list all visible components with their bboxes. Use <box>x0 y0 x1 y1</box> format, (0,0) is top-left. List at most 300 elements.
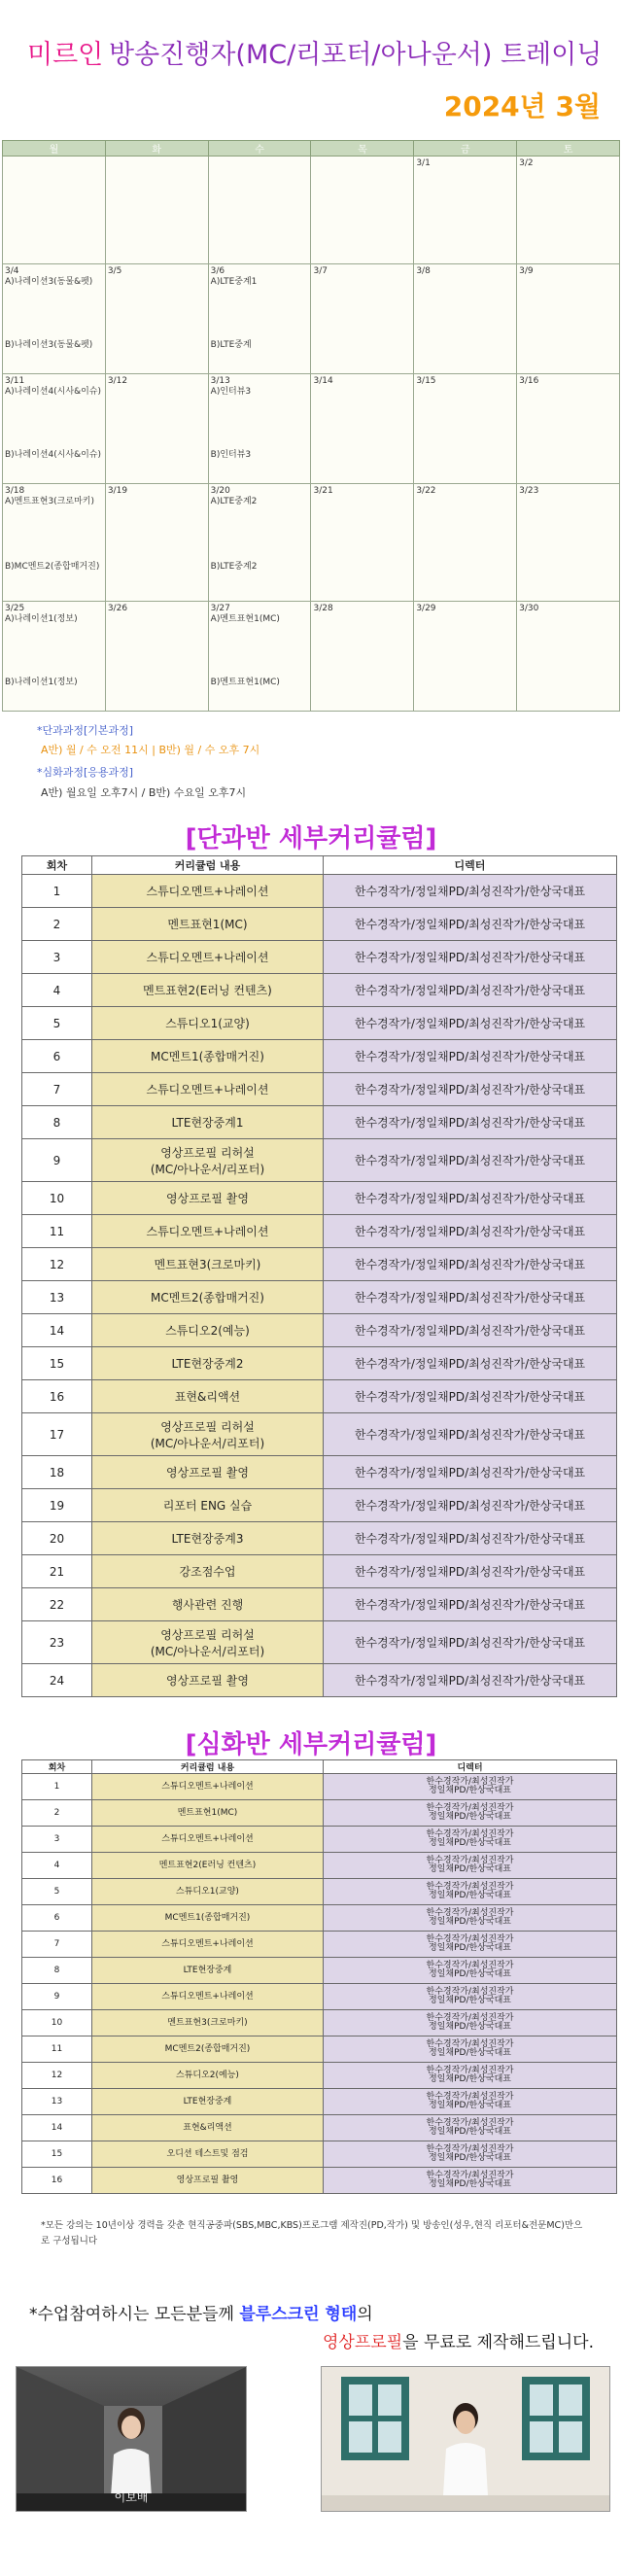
calendar-day-cell <box>208 374 311 484</box>
curriculum-content <box>92 1853 324 1879</box>
table-row <box>22 2141 617 2168</box>
director-names <box>324 1040 617 1073</box>
session-number-text: 16 <box>49 1389 65 1404</box>
director-names <box>324 1621 617 1664</box>
curriculum-content <box>92 2036 324 2063</box>
session-number-text: 20 <box>49 1531 65 1546</box>
table-row <box>22 974 617 1007</box>
session-number <box>22 1182 92 1215</box>
curriculum-content-text: 스튜디오멘트+나레이션 <box>146 1225 269 1238</box>
calendar-day-cell <box>414 157 517 264</box>
basic-course-schedule: A반) 월 / 수 오전 11시 | B반) 월 / 수 오후 7시 <box>41 744 260 756</box>
advanced-curriculum-table <box>21 1759 617 2194</box>
table-row <box>22 1774 617 1800</box>
session-number <box>22 908 92 941</box>
director-names <box>324 2036 617 2063</box>
promo-red: 영상프로필 <box>323 2333 403 2352</box>
session-number-text: 3 <box>53 1833 60 1844</box>
session-number-text: 11 <box>49 1224 65 1238</box>
table-row <box>22 1905 617 1932</box>
basic-curriculum-title: [단과반 세부커리큘럼] <box>185 824 437 853</box>
curriculum-content-text: 행사관련 진행 <box>171 1598 244 1612</box>
calendar-day-cell <box>414 374 517 484</box>
director-names-text: 한수경작가/정일채PD/최성진작가/한상국대표 <box>354 1258 586 1271</box>
calendar-date: 3/23 <box>519 486 539 496</box>
session-number <box>22 1248 92 1281</box>
calendar-weekday-row <box>3 141 620 157</box>
curriculum-content <box>92 1905 324 1932</box>
calendar-date: 3/25 <box>5 604 25 613</box>
table-row <box>22 1958 617 1984</box>
calendar-date: 3/22 <box>416 486 436 496</box>
curriculum-content-text: 표현&리액션 <box>183 2122 232 2133</box>
session-number-text: 14 <box>49 1323 65 1338</box>
table-row <box>22 1853 617 1879</box>
schedule-calendar <box>2 140 620 712</box>
director-names <box>324 1347 617 1380</box>
table-header-row <box>22 856 617 875</box>
table-header-row <box>22 1760 617 1774</box>
director-names <box>324 1958 617 1984</box>
table-row <box>22 1522 617 1555</box>
director-names <box>324 2010 617 2036</box>
director-names <box>324 2063 617 2089</box>
table-row <box>22 1314 617 1347</box>
calendar-day-cell <box>517 484 620 602</box>
calendar-date: 3/5 <box>107 266 122 276</box>
director-names-text: 한수경작가/정일채PD/최성진작가/한상국대표 <box>354 1324 586 1338</box>
session-number <box>22 2168 92 2194</box>
director-names-text: 한수경작가/정일채PD/최성진작가/한상국대표 <box>354 1466 586 1479</box>
curriculum-content-text: 오디션 테스트및 점검 <box>166 2148 249 2159</box>
curriculum-content-text: 스튜디오멘트+나레이션 <box>161 1781 254 1792</box>
calendar-date: 3/4 <box>5 266 19 276</box>
director-names-text: 한수경작가/정일채PD/최성진작가/한상국대표 <box>354 951 586 964</box>
table-row <box>22 2089 617 2115</box>
promo-lead: *수업참여하시는 모든분들께 <box>29 2305 240 2324</box>
class-a-entry: A)나레이션1(정보) <box>5 614 78 624</box>
calendar-date: 3/1 <box>416 158 431 168</box>
calendar-date: 3/21 <box>313 486 333 496</box>
calendar-day-cell <box>414 264 517 374</box>
calendar-week-row <box>3 602 620 712</box>
curriculum-content-text: MC멘트1(종합매거진) <box>151 1050 264 1063</box>
curriculum-content <box>92 875 324 908</box>
calendar-day-cell <box>208 157 311 264</box>
session-number <box>22 1139 92 1182</box>
weekday-header: 금 <box>414 141 517 157</box>
director-names-text: 한수경작가/정일채PD/최성진작가/한상국대표 <box>354 1083 586 1097</box>
director-names-text: 한수경작가/최성진작가 정일채PD/한상국대표 <box>426 1987 514 2005</box>
curriculum-content <box>92 1879 324 1905</box>
session-number-text: 1 <box>53 1781 60 1792</box>
promo-line-1 <box>29 2300 373 2324</box>
session-number-text: 5 <box>53 1886 60 1897</box>
calendar-date: 3/18 <box>5 486 25 496</box>
curriculum-content-text: 리포터 ENG 실습 <box>162 1499 253 1513</box>
promo-mid: 의 <box>357 2305 373 2324</box>
table-row <box>22 1984 617 2010</box>
director-names-text: 한수경작가/정일채PD/최성진작가/한상국대표 <box>354 1636 586 1650</box>
director-names <box>324 1800 617 1827</box>
director-names-text: 한수경작가/정일채PD/최성진작가/한상국대표 <box>354 1192 586 1205</box>
curriculum-content <box>92 1827 324 1853</box>
studio-photo-left <box>16 2366 247 2512</box>
curriculum-content-text: 멘트표현1(MC) <box>167 918 248 931</box>
advanced-course-schedule: A반) 월요일 오후7시 / B반) 수요일 오후7시 <box>41 786 247 799</box>
calendar-date: 3/16 <box>519 376 539 386</box>
table-row <box>22 1380 617 1413</box>
class-a-entry: A)멘트표현1(MC) <box>210 614 280 624</box>
session-number <box>22 1413 92 1456</box>
curriculum-content-text: 스튜디오멘트+나레이션 <box>161 1938 254 1949</box>
director-names <box>324 1905 617 1932</box>
session-number-text: 12 <box>49 1257 65 1271</box>
director-names-text: 한수경작가/최성진작가 정일채PD/한상국대표 <box>426 1934 514 1953</box>
session-number <box>22 1073 92 1106</box>
curriculum-content <box>92 908 324 941</box>
session-number <box>22 2036 92 2063</box>
table-row <box>22 2036 617 2063</box>
curriculum-content-text: 스튜디오2(예능) <box>165 1324 250 1338</box>
curriculum-content <box>92 1555 324 1588</box>
session-number-text: 18 <box>49 1465 65 1479</box>
session-number <box>22 1215 92 1248</box>
director-names-text: 한수경작가/정일채PD/최성진작가/한상국대표 <box>354 1291 586 1305</box>
table-row <box>22 1248 617 1281</box>
session-number-text: 19 <box>49 1498 65 1513</box>
curriculum-content-text: MC멘트2(종합매거진) <box>164 2043 251 2054</box>
promo-line-2 <box>323 2328 594 2352</box>
director-names-text: 한수경작가/정일채PD/최성진작가/한상국대표 <box>354 1565 586 1579</box>
basic-curriculum-table <box>21 855 617 1697</box>
curriculum-content-text: 스튜디오1(교양) <box>176 1886 239 1897</box>
session-number-text: 3 <box>52 950 61 964</box>
curriculum-content <box>92 2089 324 2115</box>
table-row <box>22 1932 617 1958</box>
session-number <box>22 1522 92 1555</box>
director-names <box>324 1522 617 1555</box>
session-number-text: 9 <box>53 1991 60 2002</box>
curriculum-content <box>92 1347 324 1380</box>
session-number <box>22 1555 92 1588</box>
calendar-date: 3/2 <box>519 158 534 168</box>
session-number-text: 12 <box>51 2070 63 2080</box>
calendar-day-cell <box>208 264 311 374</box>
director-names <box>324 1664 617 1697</box>
director-names-text: 한수경작가/최성진작가 정일채PD/한상국대표 <box>426 2144 514 2163</box>
month-title: 2024년 3월 <box>443 90 601 122</box>
class-b-entry: B)LTE중계 <box>210 340 252 350</box>
curriculum-content <box>92 1040 324 1073</box>
table-row <box>22 1215 617 1248</box>
table-row <box>22 908 617 941</box>
session-number <box>22 974 92 1007</box>
table-row <box>22 1413 617 1456</box>
director-names <box>324 1456 617 1489</box>
class-b-entry: B)인터뷰3 <box>210 450 252 460</box>
session-number <box>22 1800 92 1827</box>
table-row <box>22 1555 617 1588</box>
table-row <box>22 1040 617 1073</box>
table-row <box>22 2063 617 2089</box>
calendar-day-cell <box>105 157 208 264</box>
calendar-day-cell <box>105 484 208 602</box>
table-row <box>22 1588 617 1621</box>
curriculum-content <box>92 1774 324 1800</box>
weekday-header: 토 <box>517 141 620 157</box>
session-number-text: 7 <box>52 1082 61 1097</box>
session-number-text: 8 <box>53 1965 60 1975</box>
weekday-header: 수 <box>208 141 311 157</box>
director-names <box>324 1932 617 1958</box>
session-number-text: 11 <box>51 2043 63 2054</box>
promo-highlight: 블루스크린 형태 <box>239 2305 358 2324</box>
table-row <box>22 2168 617 2194</box>
col-header-session: 회차 <box>22 856 92 875</box>
director-names <box>324 1774 617 1800</box>
session-number-text: 15 <box>49 1356 65 1371</box>
calendar-week-row <box>3 157 620 264</box>
calendar-day-cell <box>311 264 414 374</box>
calendar-week-row <box>3 264 620 374</box>
class-a-entry: A)나레이션4(시사&이슈) <box>5 387 101 397</box>
director-names-text: 한수경작가/최성진작가 정일채PD/한상국대표 <box>426 2039 514 2058</box>
director-names-text: 한수경작가/최성진작가 정일채PD/한상국대표 <box>426 1803 514 1822</box>
calendar-week-row <box>3 374 620 484</box>
class-a-entry: A)멘트표현3(크로마키) <box>5 497 94 506</box>
basic-course-label: *단과과정[기본과정] <box>37 724 134 737</box>
director-names <box>324 2168 617 2194</box>
calendar-date: 3/13 <box>210 376 230 386</box>
calendar-date: 3/15 <box>416 376 436 386</box>
calendar-day-cell <box>3 157 106 264</box>
curriculum-content <box>92 1456 324 1489</box>
table-row <box>22 941 617 974</box>
session-number-text: 13 <box>49 1290 65 1305</box>
class-b-entry: B)멘트표현1(MC) <box>210 678 280 687</box>
director-names-text: 한수경작가/정일채PD/최성진작가/한상국대표 <box>354 1390 586 1404</box>
session-number-text: 6 <box>52 1049 61 1063</box>
session-number-text: 15 <box>51 2148 63 2159</box>
calendar-date: 3/19 <box>107 486 128 496</box>
table-row <box>22 1621 617 1664</box>
curriculum-content <box>92 2063 324 2089</box>
session-number-text: 24 <box>49 1673 65 1688</box>
curriculum-content-text: 영상프로필 리허설 (MC/아나운서/리포터) <box>150 1627 265 1658</box>
session-number-text: 5 <box>52 1016 61 1030</box>
director-names-text: 한수경작가/최성진작가 정일채PD/한상국대표 <box>426 1882 514 1900</box>
director-names-text: 한수경작가/최성진작가 정일채PD/한상국대표 <box>426 1829 514 1848</box>
director-names <box>324 1984 617 2010</box>
director-names <box>324 1281 617 1314</box>
session-number <box>22 1281 92 1314</box>
calendar-day-cell <box>517 602 620 712</box>
session-number <box>22 1853 92 1879</box>
director-names <box>324 1314 617 1347</box>
class-b-entry: B)LTE중계2 <box>210 562 258 572</box>
director-names-text: 한수경작가/정일채PD/최성진작가/한상국대표 <box>354 1357 586 1371</box>
calendar-date: 3/30 <box>519 604 539 613</box>
calendar-day-cell <box>105 602 208 712</box>
session-number <box>22 1007 92 1040</box>
curriculum-content-text: MC멘트1(종합매거진) <box>164 1912 251 1923</box>
curriculum-content <box>92 1073 324 1106</box>
session-number <box>22 1489 92 1522</box>
table-row <box>22 1182 617 1215</box>
calendar-date: 3/29 <box>416 604 436 613</box>
photo-caption-left: 이보배 <box>114 2490 149 2504</box>
session-number <box>22 1621 92 1664</box>
table-row <box>22 2010 617 2036</box>
director-names <box>324 1139 617 1182</box>
session-number <box>22 2010 92 2036</box>
calendar-day-cell <box>3 602 106 712</box>
calendar-date: 3/28 <box>313 604 333 613</box>
col-header-director: 디렉터 <box>324 1760 617 1774</box>
studio-photo-right <box>321 2366 610 2512</box>
director-names <box>324 1879 617 1905</box>
calendar-date: 3/14 <box>313 376 333 386</box>
curriculum-content-text: 스튜디오멘트+나레이션 <box>146 951 269 964</box>
curriculum-content-text: 영상프로필 촬영 <box>166 1466 249 1479</box>
calendar-day-cell <box>311 157 414 264</box>
curriculum-content-text: 강조점수업 <box>179 1565 236 1579</box>
director-names-text: 한수경작가/정일채PD/최성진작가/한상국대표 <box>354 1674 586 1688</box>
curriculum-content-text: 스튜디오2(예능) <box>176 2070 239 2080</box>
calendar-day-cell <box>3 374 106 484</box>
class-a-entry: A)LTE중계1 <box>210 277 258 287</box>
director-names <box>324 1555 617 1588</box>
curriculum-content-text: 멘트표현3(크로마키) <box>167 2017 248 2028</box>
table-row <box>22 1106 617 1139</box>
director-names <box>324 1489 617 1522</box>
director-names <box>324 1853 617 1879</box>
calendar-day-cell <box>3 264 106 374</box>
session-number <box>22 2089 92 2115</box>
curriculum-content <box>92 1182 324 1215</box>
curriculum-content <box>92 2141 324 2168</box>
session-number <box>22 1664 92 1697</box>
calendar-day-cell <box>311 484 414 602</box>
director-names-text: 한수경작가/최성진작가 정일채PD/한상국대표 <box>426 2171 514 2189</box>
curriculum-content-text: LTE현장중계3 <box>171 1532 244 1546</box>
director-names-text: 한수경작가/최성진작가 정일채PD/한상국대표 <box>426 2013 514 2032</box>
curriculum-content-text: 스튜디오멘트+나레이션 <box>161 1833 254 1844</box>
table-row <box>22 1827 617 1853</box>
curriculum-content <box>92 2010 324 2036</box>
director-names <box>324 1073 617 1106</box>
promo-tail: 을 무료로 제작해드립니다. <box>402 2333 594 2352</box>
class-a-entry: A)인터뷰3 <box>210 387 252 397</box>
calendar-day-cell <box>105 374 208 484</box>
session-number <box>22 1879 92 1905</box>
table-row <box>22 1879 617 1905</box>
advanced-curriculum-title: [심화반 세부커리큘럼] <box>185 1730 437 1759</box>
director-names <box>324 1380 617 1413</box>
director-names-text: 한수경작가/최성진작가 정일채PD/한상국대표 <box>426 2092 514 2110</box>
director-names <box>324 1106 617 1139</box>
class-b-entry: B)나레이션4(시사&이슈) <box>5 450 102 460</box>
session-number <box>22 941 92 974</box>
director-names <box>324 941 617 974</box>
curriculum-content-text: MC멘트2(종합매거진) <box>151 1291 264 1305</box>
brand-name: 미르인 <box>27 40 104 70</box>
footnote: *모든 강의는 10년이상 경력을 갖춘 현직공중파(SBS,MBC,KBS)프로그램 제작진(PD,작가) 및 방송인(성우,현직 리포터&전문MC)만으로 구성됩니다 <box>41 2220 583 2246</box>
table-row <box>22 2115 617 2141</box>
curriculum-content <box>92 1932 324 1958</box>
curriculum-content <box>92 1958 324 1984</box>
session-number-text: 2 <box>53 1807 60 1818</box>
class-a-entry: A)나레이션3(동물&펫) <box>5 277 93 287</box>
curriculum-content <box>92 1139 324 1182</box>
calendar-day-cell <box>517 157 620 264</box>
session-number <box>22 1380 92 1413</box>
director-names-text: 한수경작가/최성진작가 정일채PD/한상국대표 <box>426 1961 514 1979</box>
session-number <box>22 1774 92 1800</box>
curriculum-content <box>92 1489 324 1522</box>
director-names <box>324 1588 617 1621</box>
session-number <box>22 1588 92 1621</box>
session-number-text: 8 <box>52 1115 61 1130</box>
director-names <box>324 1413 617 1456</box>
curriculum-content <box>92 1106 324 1139</box>
col-header-director: 디렉터 <box>324 856 617 875</box>
director-names-text: 한수경작가/정일채PD/최성진작가/한상국대표 <box>354 1017 586 1030</box>
director-names-text: 한수경작가/최성진작가 정일채PD/한상국대표 <box>426 1856 514 1874</box>
director-names-text: 한수경작가/최성진작가 정일채PD/한상국대표 <box>426 2066 514 2084</box>
curriculum-content-text: LTE현장중계 <box>183 1965 232 1975</box>
weekday-header: 화 <box>105 141 208 157</box>
director-names <box>324 2115 617 2141</box>
director-names <box>324 1215 617 1248</box>
curriculum-content <box>92 1621 324 1664</box>
director-names-text: 한수경작가/정일채PD/최성진작가/한상국대표 <box>354 1154 586 1167</box>
curriculum-content <box>92 1314 324 1347</box>
class-b-entry: B)나레이션3(동물&펫) <box>5 340 93 350</box>
curriculum-content <box>92 974 324 1007</box>
calendar-date: 3/27 <box>210 604 230 613</box>
col-header-curriculum: 커리큘럼 내용 <box>92 1760 324 1774</box>
calendar-date: 3/9 <box>519 266 534 276</box>
director-names-text: 한수경작가/정일채PD/최성진작가/한상국대표 <box>354 984 586 997</box>
curriculum-content <box>92 1248 324 1281</box>
table-row <box>22 1664 617 1697</box>
curriculum-content-text: 영상프로필 리허설 (MC/아나운서/리포터) <box>150 1419 265 1450</box>
curriculum-content <box>92 1522 324 1555</box>
director-names-text: 한수경작가/정일채PD/최성진작가/한상국대표 <box>354 1116 586 1130</box>
calendar-date: 3/11 <box>5 376 25 386</box>
curriculum-content-text: 영상프로필 리허설 (MC/아나운서/리포터) <box>150 1145 265 1176</box>
curriculum-content-text: 영상프로필 촬영 <box>176 2175 239 2185</box>
session-number <box>22 875 92 908</box>
session-number <box>22 1314 92 1347</box>
weekday-header: 목 <box>311 141 414 157</box>
curriculum-content <box>92 1800 324 1827</box>
session-number-text: 7 <box>53 1938 60 1949</box>
calendar-date: 3/12 <box>107 376 128 386</box>
curriculum-content-text: 스튜디오멘트+나레이션 <box>146 885 269 898</box>
session-number <box>22 1932 92 1958</box>
calendar-date: 3/8 <box>416 266 431 276</box>
calendar-day-cell <box>311 374 414 484</box>
session-number <box>22 1347 92 1380</box>
calendar-day-cell <box>517 264 620 374</box>
session-number-text: 1 <box>52 884 61 898</box>
curriculum-content <box>92 1588 324 1621</box>
director-names <box>324 2141 617 2168</box>
curriculum-content-text: LTE현장중계1 <box>171 1116 244 1130</box>
